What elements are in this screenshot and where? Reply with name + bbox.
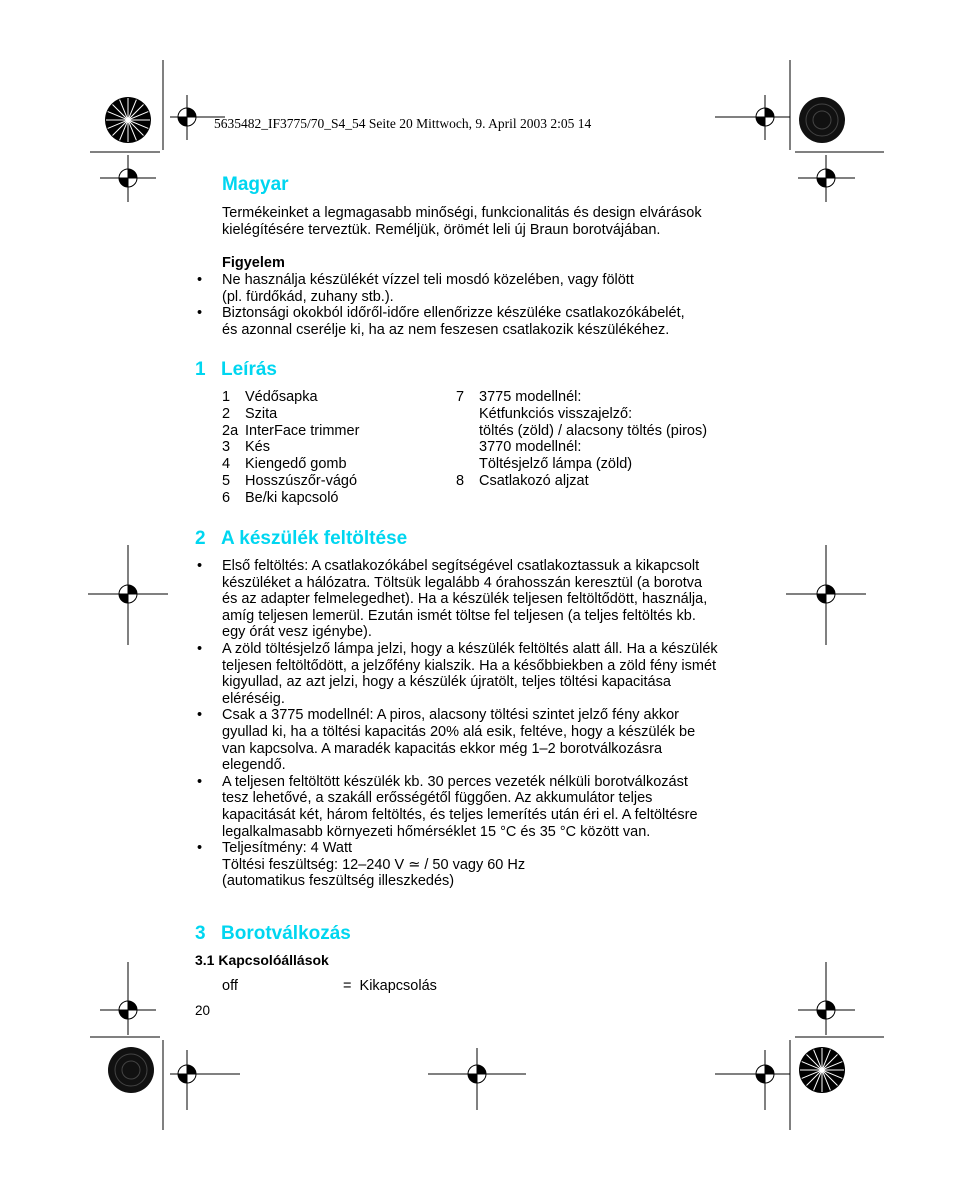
switch-position-value: = Kikapcsolás [343,978,437,994]
bullet-icon: • [197,305,203,322]
section-2-heading [195,528,595,552]
crop-mark-mid-left [88,545,168,645]
section-title: A készülék feltöltése [221,528,408,549]
intro-line: kielégítésére terveztük. Reméljük, örömét leli új Braun borotvájában. [222,221,661,238]
list-item: 3770 modellnél: [479,439,582,456]
bullet-icon: • [197,707,203,724]
list-item: 2a InterFace trimmer [222,422,360,439]
section-1-heading [195,359,495,383]
list-item: • Teljesítmény: 4 Watt Töltési feszültség: 12–240 V ≃ / 50 vagy 60 Hz (automatikus feszültség illeszkedés) [197,840,526,890]
crop-mark-bottom-left [90,962,240,1130]
list-item: 2 Szita [222,405,278,422]
bullet-icon: • [197,773,203,790]
section-3-heading [195,923,595,947]
bullet-icon: • [197,840,203,857]
list-item: Kétfunkciós visszajelző: [479,405,633,422]
list-item: 5 Hosszúszőr-vágó [222,472,358,489]
print-header-line: 5635482_IF3775/70_S4_54 Seite 20 Mittwoch, 9. April 2003 2:05 14 [214,116,592,131]
list-item: • A zöld töltésjelző lámpa jelzi, hogy a készülék feltöltés alatt áll. Ha a készülék teljesen feltöltődött, a jelzőfény kialszik. Ha a későbbiekben a zöld fény ismét kigyullad, az azt jelzi, hogy a készülék újratölt, teljes töltési kapacitása eléréséig. [197,640,718,707]
list-item: 4 Kiengedő gomb [222,456,347,473]
caution-list [197,272,762,338]
bullet-icon: • [197,640,203,657]
subsection-title: 3.1 Kapcsolóállások [195,952,329,968]
parts-list-left [222,389,442,507]
section-title: Borotválkozás [221,923,351,944]
list-item: • Csak a 3775 modellnél: A piros, alacsony töltési szintet jelző fény akkor gyullad ki, ha a töltési kapacitás 20% alá esik, feltéve, hogy a készülék be van kapcsolva. A maradék kapacitás ekkor még 1–2 borotválkozásra elegendő. [197,707,696,774]
switch-position-key: off [222,978,238,994]
bullet-icon: • [197,558,203,574]
list-item: • Első feltöltés: A csatlakozókábel segítségével csatlakoztassuk a kikapcsolt készüléket a hálózatra. Töltsük legalább 4 órahosszán keresztül (a borotva és az adapter felmelegedhet). Ha a készülék teljesen feltöltődött, használja, amíg teljesen lemerül. Ezután ismét töltse fel teljesen (a teljes feltöltés kb. egy órát vesz igénybe). [197,558,708,641]
crop-mark-mid-right [786,545,866,645]
caution-title: Figyelem [222,255,285,271]
list-item: 6 Be/ki kapcsoló [222,489,339,506]
list-item: töltés (zöld) / alacsony töltés (piros) [479,422,708,439]
list-item: Töltésjelző lámpa (zöld) [479,456,633,473]
list-item: 1 Védősapka [222,389,318,405]
crop-mark-top-left [90,60,225,202]
section-title: Leírás [221,359,277,380]
intro-line: Termékeinket a legmagasabb minőségi, funkcionalitás és design elvárások [222,205,702,221]
list-item: • Ne használja készülékét vízzel teli mosdó közelében, vagy fölött (pl. fürdőkád, zuhany stb.). [197,272,634,305]
list-item: • Biztonsági okokból időről-időre ellenőrizze készüléke csatlakozókábelét, és azonnal cserélje ki, ha az nem feszesen csatlakozik készülékéhez. [197,305,685,338]
charging-list [197,558,762,890]
section-number: 2 [195,528,206,549]
list-item: 7 3775 modellnél: [456,389,582,405]
crop-mark-bottom-center [428,1048,526,1110]
language-title: Magyar [222,174,289,195]
bullet-icon: • [197,272,203,288]
page-number: 20 [195,1003,211,1018]
list-item: 8 Csatlakozó aljzat [456,472,589,489]
section-number: 1 [195,359,206,380]
list-item: • A teljesen feltöltött készülék kb. 30 perces vezeték nélküli borotválkozást tesz lehetővé, a szakáll erősségétől függően. Az akkumulátor teljes kapacitását két, három feltöltés, és teljes lemerítés után éri el. A feltöltésre legalkalmasabb környezeti hőmérséklet 15 °C és 35 °C között van. [197,773,698,840]
parts-list-right [456,389,756,490]
list-item: 3 Kés [222,439,270,456]
crop-mark-top-right [715,60,884,202]
section-number: 3 [195,923,206,944]
intro-paragraph [222,205,762,238]
crop-mark-bottom-right [715,962,884,1130]
